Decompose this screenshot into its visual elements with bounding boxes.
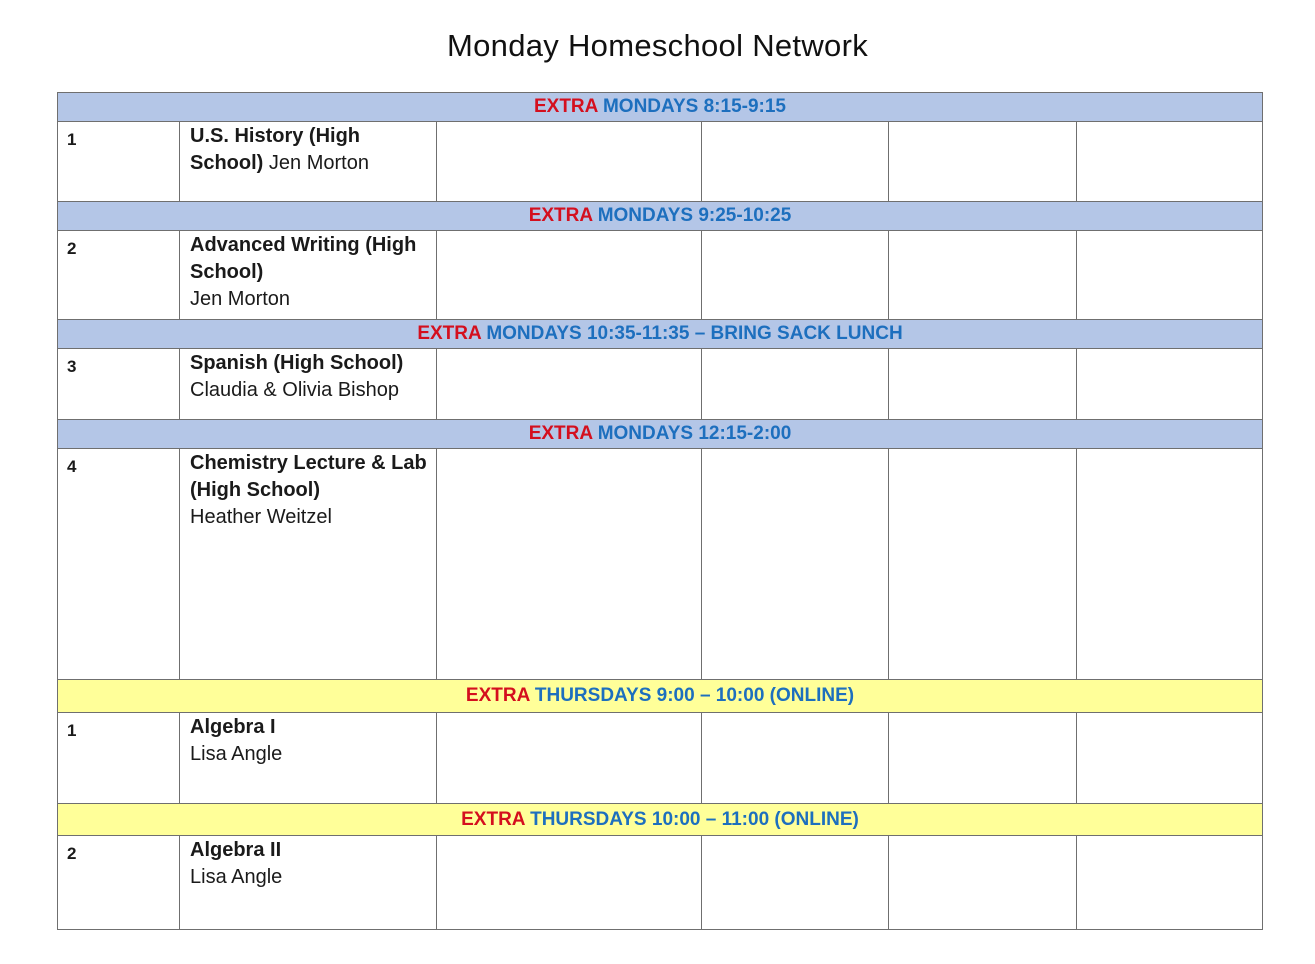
row-number: 1: [58, 122, 180, 202]
table-row: [58, 122, 1263, 202]
empty-cell: [1077, 449, 1263, 680]
schedule-label: THURSDAYS 9:00 – 10:00 (ONLINE): [534, 685, 855, 706]
schedule-label: MONDAYS 12:15-2:00: [597, 423, 792, 444]
extra-label: EXTRA: [417, 323, 482, 344]
empty-cell: [702, 231, 889, 320]
schedule-label: MONDAYS 8:15-9:15: [602, 96, 787, 117]
empty-cell: [889, 449, 1077, 680]
course-name: Algebra II: [190, 839, 282, 861]
empty-cell: [702, 122, 889, 202]
section-header: [58, 804, 1263, 836]
empty-cell: [437, 713, 702, 804]
empty-cell: [437, 122, 702, 202]
section-header: [58, 320, 1263, 349]
empty-cell: [1077, 836, 1263, 930]
teacher-name: Claudia & Olivia Bishop: [190, 379, 399, 401]
table-row: [58, 836, 1263, 930]
section-header: [58, 420, 1263, 449]
schedule-label: THURSDAYS 10:00 – 11:00 (ONLINE): [530, 808, 859, 830]
empty-cell: [1077, 713, 1263, 804]
empty-cell: [889, 349, 1077, 420]
schedule-label: MONDAYS 9:25-10:25: [597, 205, 792, 226]
course-name: U.S. History (High School): [190, 125, 361, 174]
page-title: Monday Homeschool Network: [446, 28, 868, 63]
table-row: [58, 713, 1263, 804]
course-name: Chemistry Lecture & Lab (High School): [190, 452, 427, 501]
section-header-cell: [58, 680, 1263, 713]
empty-cell: [437, 231, 702, 320]
teacher-name: Heather Weitzel: [190, 506, 332, 528]
table-row: [58, 349, 1263, 420]
row-number: 1: [58, 713, 180, 804]
empty-cell: [1077, 231, 1263, 320]
schedule-label: MONDAYS 10:35-11:35 – BRING SACK LUNCH: [486, 323, 903, 344]
table-row: [58, 231, 1263, 320]
section-header: [58, 202, 1263, 231]
table-row: [58, 449, 1263, 680]
course-name: Algebra I: [190, 716, 276, 738]
teacher-name: Jen Morton: [268, 152, 369, 174]
course-cell: [180, 713, 437, 804]
course-name: Spanish (High School): [190, 352, 404, 374]
empty-cell: [1077, 349, 1263, 420]
course-cell: [180, 231, 437, 320]
teacher-name: Lisa Angle: [190, 866, 283, 888]
course-cell: [180, 349, 437, 420]
empty-cell: [437, 836, 702, 930]
empty-cell: [889, 836, 1077, 930]
row-number: 3: [58, 349, 180, 420]
extra-label: EXTRA: [528, 423, 593, 444]
row-number: 4: [58, 449, 180, 680]
extra-label: EXTRA: [461, 808, 525, 830]
empty-cell: [889, 231, 1077, 320]
empty-cell: [437, 349, 702, 420]
extra-label: EXTRA: [533, 96, 598, 117]
section-header-cell: [58, 202, 1263, 231]
empty-cell: [702, 449, 889, 680]
section-header-cell: [58, 320, 1263, 349]
empty-cell: [889, 713, 1077, 804]
section-header-cell: [58, 804, 1263, 836]
empty-cell: [702, 713, 889, 804]
section-header: [58, 680, 1263, 713]
empty-cell: [889, 122, 1077, 202]
empty-cell: [437, 449, 702, 680]
row-number: 2: [58, 836, 180, 930]
extra-label: EXTRA: [528, 205, 593, 226]
row-number: 2: [58, 231, 180, 320]
schedule-table: [57, 92, 1263, 930]
course-cell: [180, 449, 437, 680]
course-name: Advanced Writing (High School): [190, 234, 417, 283]
teacher-name: Lisa Angle: [190, 743, 283, 765]
section-header-cell: [58, 420, 1263, 449]
course-cell: [180, 122, 437, 202]
teacher-name: Jen Morton: [190, 288, 291, 310]
empty-cell: [702, 349, 889, 420]
extra-label: EXTRA: [465, 685, 530, 706]
section-header-cell: [58, 93, 1263, 122]
course-cell: [180, 836, 437, 930]
empty-cell: [1077, 122, 1263, 202]
section-header: [58, 93, 1263, 122]
empty-cell: [702, 836, 889, 930]
